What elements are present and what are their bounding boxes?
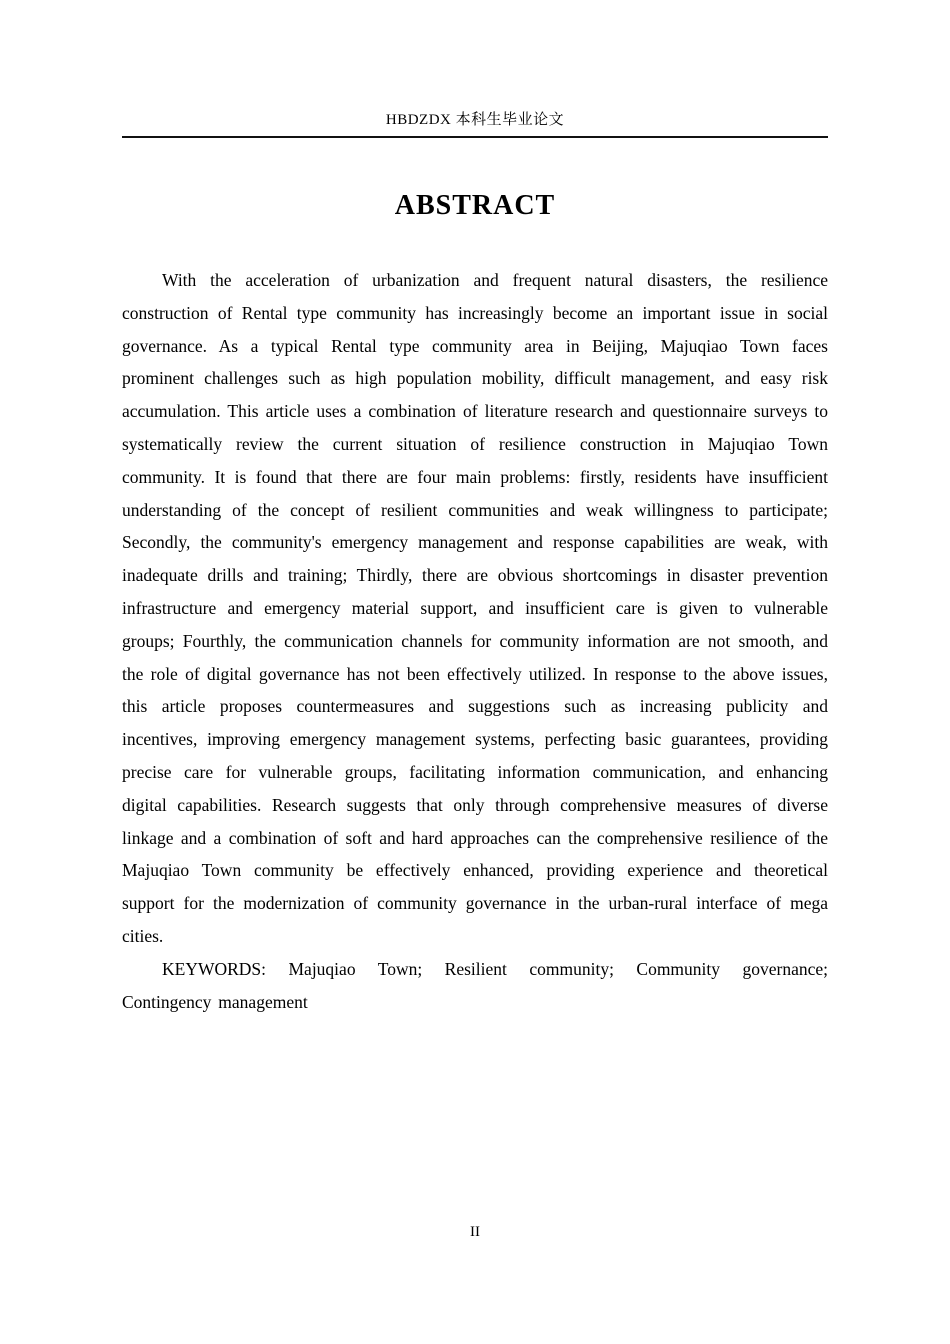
keywords-paragraph: KEYWORDS: Majuqiao Town; Resilient community; Community governance; Contingency management [122, 958, 828, 1012]
abstract-body-paragraph: With the acceleration of urbanization and frequent natural disasters, the resilience construction of Rental type community has increasingly become an important issue in social governance. As a typical Rental type community area in Beijing, Majuqiao Town faces prominent challenges such as high population mobility, difficult management, and easy risk accumulation. This article uses a combination of literature research and questionnaire surveys to systematically review the current situation of resilience construction in Majuqiao Town community. It is found that there are four main problems: firstly, residents have insufficient understanding of the concept of resilient communities and weak willingness to participate; Secondly, the community's emergency management and response capabilities are weak, with inadequate drills and training; Thirdly, there are obvious shortcomings in disaster prevention infrastructure and emergency material support, and insufficient care is given to vulnerable groups; Fourthly, the communication channels for community information are not smooth, and the role of digital governance has not been effectively utilized. In response to the above issues, this article proposes countermeasures and suggestions such as increasing publicity and incentives, improving emergency management systems, perfecting basic guarantees, providing precise care for vulnerable groups, facilitating information communication, and enhancing digital capabilities. Research suggests that only through comprehensive measures of diverse linkage and a combination of soft and hard approaches can the comprehensive resilience of the Majuqiao Town community be effectively enhanced, providing experience and theoretical support for the modernization of community governance in the urban-rural interface of mega cities. [122, 270, 828, 946]
page-header: HBDZDX 本科生毕业论文 [122, 108, 828, 138]
abstract-title: ABSTRACT [394, 190, 556, 221]
abstract-content [122, 264, 828, 1018]
page-number: II [470, 1224, 480, 1240]
